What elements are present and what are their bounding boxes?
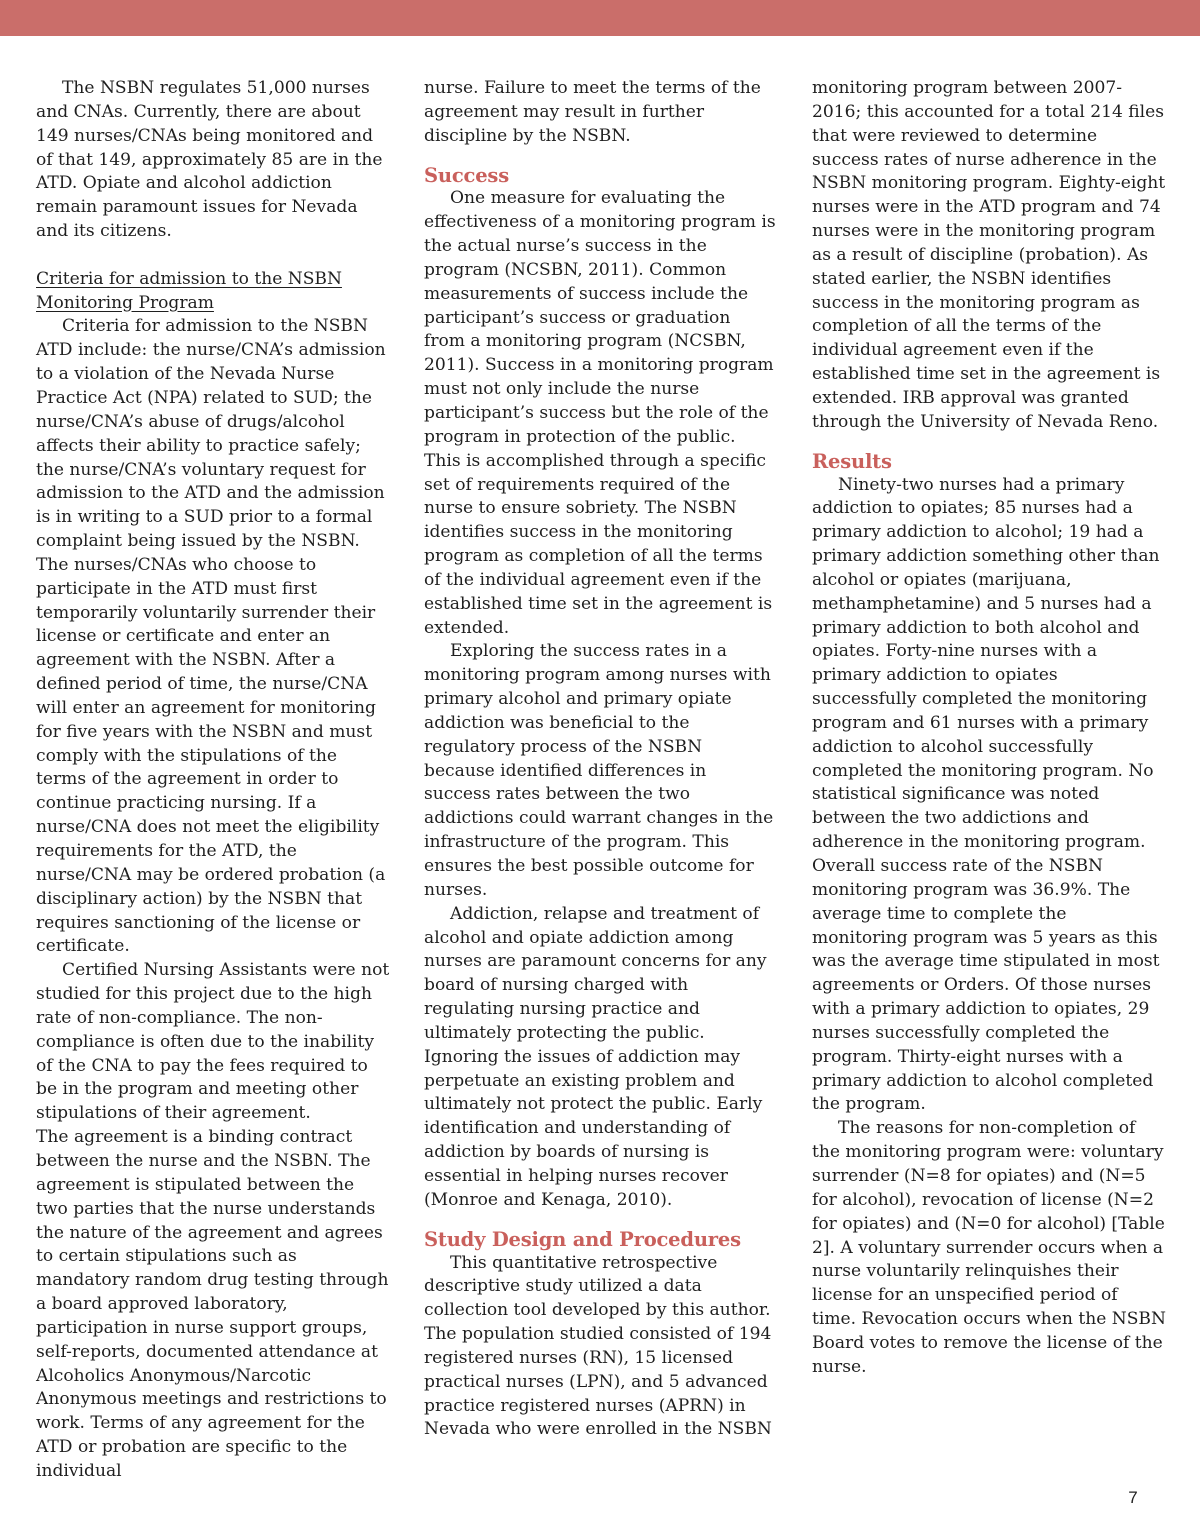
paragraph: Addiction, relapse and treatment of alcohol and opiate addiction among nurses are paramount concerns for any board of nursing charged with regulating nursing practice and ultimately protecting the public. Ignoring the issues of addiction may perpetuate an existing problem and ultimately not protect the public. Early identification and understanding of addiction by boards of nursing is essential in helping nurses recover (Monroe and Kenaga, 2010). — [424, 903, 767, 1210]
paragraph: nurse. Failure to meet the terms of the agreement may result in further discipline by the NSBN. — [424, 78, 761, 146]
section-heading-success: Success — [424, 163, 509, 187]
paragraph: This quantitative retrospective descriptive study utilized a data collection tool developed by this author. The population studied consisted of 194 registered nurses (RN), 15 licensed practical nurses (LPN), and 5 advanced practice registered nurses (APRN) in Nevada who were enrolled in the NSBN — [424, 1252, 772, 1440]
paragraph: One measure for evaluating the effectiveness of a monitoring program is the actual nurse’s success in the program (NCSBN, 2011). Common measurements of success include the participant’s success or graduation from a monitoring program (NCSBN, 2011). Success in a monitoring program must not only include the nurse participant’s success but the role of the program in protection of the public. This is accomplished through a specific set of requirements required of the nurse to ensure sobriety. The NSBN identifies success in the monitoring program as completion of all the terms of the individual agreement even if the established time set in the agreement is extended. — [424, 188, 776, 638]
top-accent-band — [0, 0, 1200, 36]
paragraph: The agreement is a binding contract between the nurse and the NSBN. The agreement is stipulated between the two parties that the nurse understands the nature of the agreement and agrees to certain stipulations such as mandatory random drug testing through a board approved laboratory, participation in nurse support groups, self-reports, documented attendance at Alcoholics Anonymous/Narcotic Anonymous meetings and restrictions to work. Terms of any agreement for the ATD or probation are specific to the individual — [36, 1127, 389, 1481]
section-heading-results: Results — [812, 449, 892, 473]
paragraph: Criteria for admission to the NSBN ATD include: the nurse/CNA’s admission to a violation of the Nevada Nurse Practice Act (NPA) related to SUD; the nurse/CNA’s abuse of drugs/alcohol affects their ability to practice safely; the nurse/CNA’s voluntary request for admission to the ATD and the admission is in writing to a SUD prior to a formal complaint being issued by the NSBN. The nurses/CNAs who choose to participate in the ATD must first temporarily voluntarily surrender their license or certificate and enter an agreement with the NSBN. After a defined period of time, the nurse/CNA will enter an agreement for monitoring for five years with the NSBN and must comply with the stipulations of the terms of the agreement in order to continue practicing nursing. If a nurse/CNA does not meet the eligibility requirements for the ATD, the nurse/CNA may be ordered probation (a disciplinary action) by the NSBN that requires sanctioning of the license or certificate. — [36, 316, 386, 957]
column-3 — [812, 77, 1166, 1380]
paragraph: Ninety-two nurses had a primary addiction to opiates; 85 nurses had a primary addiction to alcohol; 19 had a primary addiction something other than alcohol or opiates (marijuana, methamphetamine) and 5 nurses had a primary addiction to both alcohol and opiates. Forty-nine nurses with a primary addiction to opiates successfully completed the monitoring program and 61 nurses with a primary addiction to alcohol successfully completed the monitoring program. No statistical significance was noted between the two addictions and adherence in the monitoring program. Overall success rate of the NSBN monitoring program was 36.9%. The average time to complete the monitoring program was 5 years as this was the average time stipulated in most agreements or Orders. Of those nurses with a primary addiction to opiates, 29 nurses successfully completed the program. Thirty-eight nurses with a primary addiction to alcohol completed the program. — [812, 474, 1160, 1115]
subheading-criteria: Criteria for admission to the NSBN Monitoring Program — [36, 268, 342, 313]
page-number: 7 — [1128, 1488, 1138, 1507]
paragraph: The NSBN regulates 51,000 nurses and CNAs. Currently, there are about 149 nurses/CNAs being monitored and of that 149, approximately 85 are in the ATD. Opiate and alcohol addiction remain paramount issues for Nevada and its citizens. — [36, 78, 383, 242]
paragraph: Certified Nursing Assistants were not studied for this project due to the high rate of non-compliance. The non-compliance is often due to the inability of the CNA to pay the fees required to be in the program and meeting other stipulations of their agreement. — [36, 960, 390, 1124]
column-2 — [424, 77, 776, 1442]
paragraph: Exploring the success rates in a monitoring program among nurses with primary alcohol and primary opiate addiction was beneficial to the regulatory process of the NSBN because identified differences in success rates between the two addictions could warrant changes in the infrastructure of the program. This ensures the best possible outcome for nurses. — [424, 641, 774, 900]
section-heading-study-design: Study Design and Procedures — [424, 1227, 741, 1251]
column-1 — [36, 77, 391, 1484]
paragraph: monitoring program between 2007-2016; this accounted for a total 214 files that were reviewed to determine success rates of nurse adherence in the NSBN monitoring program. Eighty-eight nurses were in the ATD program and 74 nurses were in the monitoring program as a result of discipline (probation). As stated earlier, the NSBN identifies success in the monitoring program as completion of all the terms of the individual agreement even if the established time set in the agreement is extended. IRB approval was granted through the University of Nevada Reno. — [812, 78, 1166, 432]
paragraph: The reasons for non-completion of the monitoring program were: voluntary surrender (N=8 for opiates) and (N=5 for alcohol), revocation of license (N=2 for opiates) and (N=0 for alcohol) [Table 2]. A voluntary surrender occurs when a nurse voluntarily relinquishes their license for an unspecified period of time. Revocation occurs when the NSBN Board votes to remove the license of the nurse. — [812, 1118, 1166, 1377]
